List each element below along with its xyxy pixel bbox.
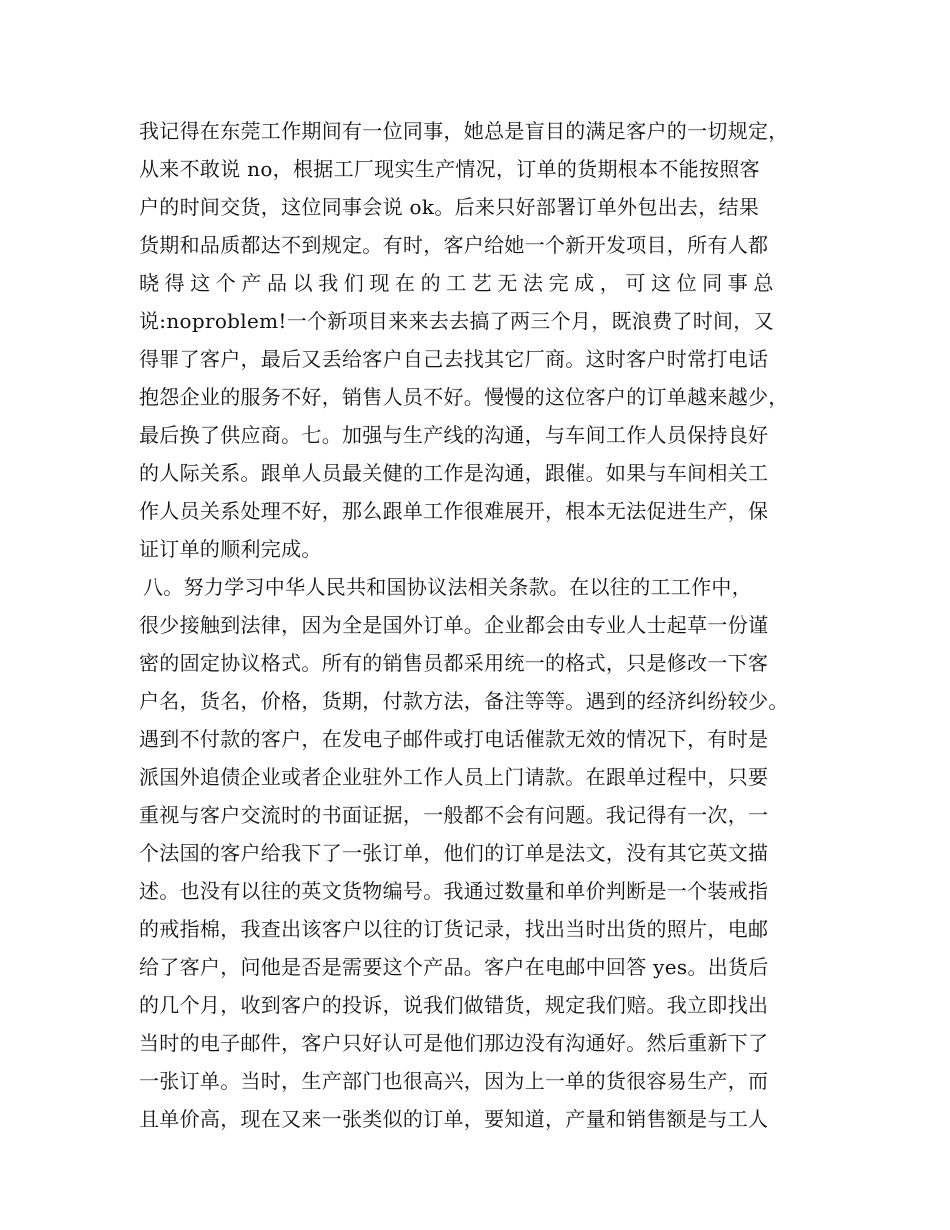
- text-line: 的几个月，收到客户的投诉，说我们做错货，规定我们赔。我立即找出: [139, 993, 769, 1017]
- text-line: 遇到不付款的客户，在发电子邮件或打电话催款无效的情况下，有时是: [139, 727, 769, 751]
- text-line: 从来不敢说 no，根据工厂现实生产情况，订单的货期根本不能按照客: [139, 157, 760, 181]
- text-line: 八。努力学习中华人民共和国协议法相关条款。在以往的工工作中，: [143, 575, 752, 599]
- text-line: 货期和品质都达不到规定。有时，客户给她一个新开发项目，所有人都: [139, 233, 769, 257]
- text-line: 且单价高，现在又来一张类似的订单，要知道，产量和销售额是与工人: [139, 1107, 769, 1131]
- text-line: 密的固定协议格式。所有的销售员都采用统一的格式，只是修改一下客: [139, 651, 769, 675]
- text-line: 的人际关系。跟单人员最关健的工作是沟通，跟催。如果与车间相关工: [139, 461, 769, 485]
- text-line: 晓得这个产品以我们现在的工艺无法完成，可这位同事总: [139, 271, 779, 295]
- text-line: 户的时间交货，这位同事会说 ok。后来只好部署订单外包出去，结果: [139, 195, 760, 219]
- text-line: 的戒指棉，我查出该客户以往的订货记录，找出当时出货的照片，电邮: [139, 917, 769, 941]
- text-line: 最后换了供应商。七。加强与生产线的沟通，与车间工作人员保持良好: [139, 423, 769, 447]
- text-line: 证订单的顺利完成。: [139, 537, 322, 561]
- text-line: 户名，货名，价格，货期，付款方法，备注等等。遇到的经济纠纷较少。: [139, 689, 789, 713]
- text-line: 得罪了客户，最后又丢给客户自己去找其它厂商。这时客户时常打电话: [139, 347, 769, 371]
- text-line: 给了客户，问他是否是需要这个产品。客户在电邮中回答 yes。出货后: [139, 955, 769, 979]
- text-line: 我记得在东莞工作期间有一位同事，她总是盲目的满足客户的一切规定，: [139, 119, 789, 143]
- text-line: 派国外追债企业或者企业驻外工作人员上门请款。在跟单过程中，只要: [139, 765, 769, 789]
- text-line: 作人员关系处理不好，那么跟单工作很难展开，根本无法促进生产，保: [139, 499, 769, 523]
- text-line: 很少接触到法律，因为全是国外订单。企业都会由专业人士起草一份谨: [139, 613, 769, 637]
- text-line: 说:noproblem!一个新项目来来去去搞了两三个月，既浪费了时间，又: [139, 309, 774, 333]
- body-text: [139, 112, 839, 1138]
- text-line: 重视与客户交流时的书面证据，一般都不会有问题。我记得有一次，一: [139, 803, 769, 827]
- text-line: 个法国的客户给我下了一张订单，他们的订单是法文，没有其它英文描: [139, 841, 769, 865]
- text-line: 当时的电子邮件，客户只好认可是他们那边没有沟通好。然后重新下了: [139, 1031, 769, 1055]
- text-line: 抱怨企业的服务不好，销售人员不好。慢慢的这位客户的订单越来越少，: [139, 385, 789, 409]
- text-line: 述。也没有以往的英文货物编号。我通过数量和单价判断是一个装戒指: [139, 879, 769, 903]
- text-line: 一张订单。当时，生产部门也很高兴，因为上一单的货很容易生产，而: [139, 1069, 769, 1093]
